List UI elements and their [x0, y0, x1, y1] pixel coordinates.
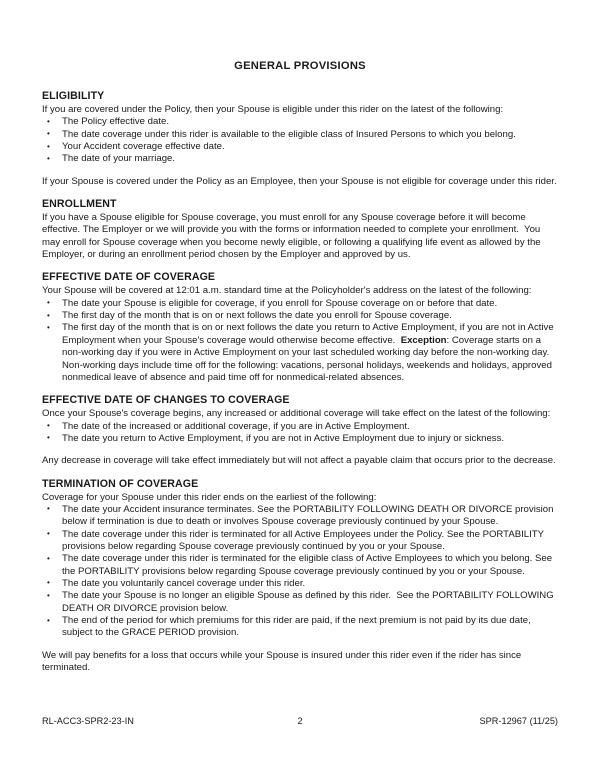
effective-date-changes-bullet-list — [42, 421, 558, 446]
termination-bullet-list — [42, 504, 558, 640]
enrollment-body: If you have a Spouse eligible for Spouse coverage, you must enroll for any Spouse coverage before it will become effective. The Employer or we will provide you with the forms or information needed to complete your enrollment. You may enroll for Spouse coverage when you become newly eligible, or following a qualifying life event as allowed by the Employer, or during an enrollment period chosen by the Employer and approved by us. — [42, 212, 544, 261]
effective-date-intro: Your Spouse will be covered at 12:01 a.m. standard time at the Policyholder's address on the latest of the following: — [42, 285, 532, 297]
exception-lead-text: The first day of the month that is on or next follows the date you return to Active Employment, if you are not in Active Employment when your Spouse's coverage would otherwise become effective. — [62, 322, 557, 346]
list-item: • The date you voluntarily cancel coverage under this rider. — [42, 578, 558, 590]
footer-page-number: 2 — [297, 716, 303, 726]
exception-rest-text: : Coverage starts on a non-working day if you were in Active Employment on your last scheduled working day before the non-working day. Non-working days include time off for the following: vacations, personal holidays, weekends and holidays, approved nonmedical leave of absence and paid time off for nonmedical-related absences. — [62, 334, 555, 383]
list-item: • The date you return to Active Employment, if you are not in Active Employment due to injury or sickness. — [42, 433, 558, 445]
list-item: • The date your Spouse is no longer an eligible Spouse as defined by this rider. See the PORTABILITY FOLLOWING DEATH OR DIVORCE provision below. — [42, 590, 558, 615]
list-item: • The date coverage under this rider is available to the eligible class of Insured Persons to which you belong. — [42, 129, 558, 141]
list-item: • The date your Spouse is eligible for coverage, if you enroll for Spouse coverage on or before that date. — [42, 298, 558, 310]
eligibility-bullet-list — [42, 116, 558, 165]
section-effective-date-of-coverage — [42, 271, 558, 384]
section-heading-effective-date-of-coverage: EFFECTIVE DATE OF COVERAGE — [42, 271, 216, 284]
list-item: • The end of the period for which premiums for this rider are paid, if the next premium is not paid by its due date, subject to the GRACE PERIOD provision. — [42, 615, 558, 640]
exception-label: Exception — [400, 334, 447, 346]
section-effective-date-of-changes — [42, 394, 558, 467]
page-title: GENERAL PROVISIONS — [234, 60, 366, 72]
termination-closing: We will pay benefits for a loss that occurs while your Spouse is insured under this rider even if the rider has since terminated. — [42, 649, 524, 674]
section-heading-effective-date-of-changes: EFFECTIVE DATE OF CHANGES TO COVERAGE — [42, 394, 290, 407]
list-item: • The date coverage under this rider is terminated for the eligible class of Active Employees to which you belong. See the PORTABILITY provisions below regarding Spouse coverage previously continued by you or your Spouse. — [42, 553, 558, 578]
list-item: • The date of your marriage. — [42, 153, 558, 165]
section-heading-eligibility: ELIGIBILITY — [42, 90, 105, 102]
effective-date-changes-closing: Any decrease in coverage will take effect immediately but will not affect a payable claim that occurs prior to the decrease. — [42, 455, 556, 467]
eligibility-intro: If you are covered under the Policy, then your Spouse is eligible under this rider on the latest of the following: — [42, 104, 504, 115]
list-item: • The date your Accident insurance terminates. See the PORTABILITY FOLLOWING DEATH OR DIVORCE provision below if termination is due to death or involves Spouse coverage previously continued by your Spouse. — [42, 504, 558, 529]
list-item: • The first day of the month that is on or next follows the date you enroll for Spouse coverage. — [42, 310, 558, 322]
list-item: • The date of the increased or additional coverage, if you are in Active Employment. — [42, 421, 558, 433]
footer-document-code: SPR-12967 (11/25) — [479, 716, 558, 726]
document-body — [42, 60, 558, 684]
list-item: • Your Accident coverage effective date. — [42, 141, 558, 153]
section-enrollment — [42, 198, 558, 261]
section-heading-termination-of-coverage: TERMINATION OF COVERAGE — [42, 477, 199, 490]
eligibility-closing: If your Spouse is covered under the Policy as an Employee, then your Spouse is not eligible for coverage under this rider. — [42, 175, 557, 187]
list-item: • The date coverage under this rider is terminated for all Active Employees under the Policy. See the PORTABILITY provisions below regarding Spouse coverage previously continued by you or your Spouse. — [42, 529, 558, 554]
section-heading-enrollment: ENROLLMENT — [42, 198, 117, 211]
section-termination-of-coverage — [42, 478, 558, 675]
effective-date-bullet-list — [42, 298, 558, 384]
list-item-exception — [42, 322, 558, 384]
section-eligibility — [42, 90, 558, 188]
footer-form-number: RL-ACC3-SPR2-23-IN — [42, 716, 134, 726]
page-footer — [42, 714, 558, 728]
effective-date-changes-intro: Once your Spouse's coverage begins, any increased or additional coverage will take effect on the latest of the following: — [42, 408, 551, 420]
termination-intro: Coverage for your Spouse under this rider ends on the earliest of the following: — [42, 491, 377, 503]
list-item: • The Policy effective date. — [42, 116, 558, 128]
